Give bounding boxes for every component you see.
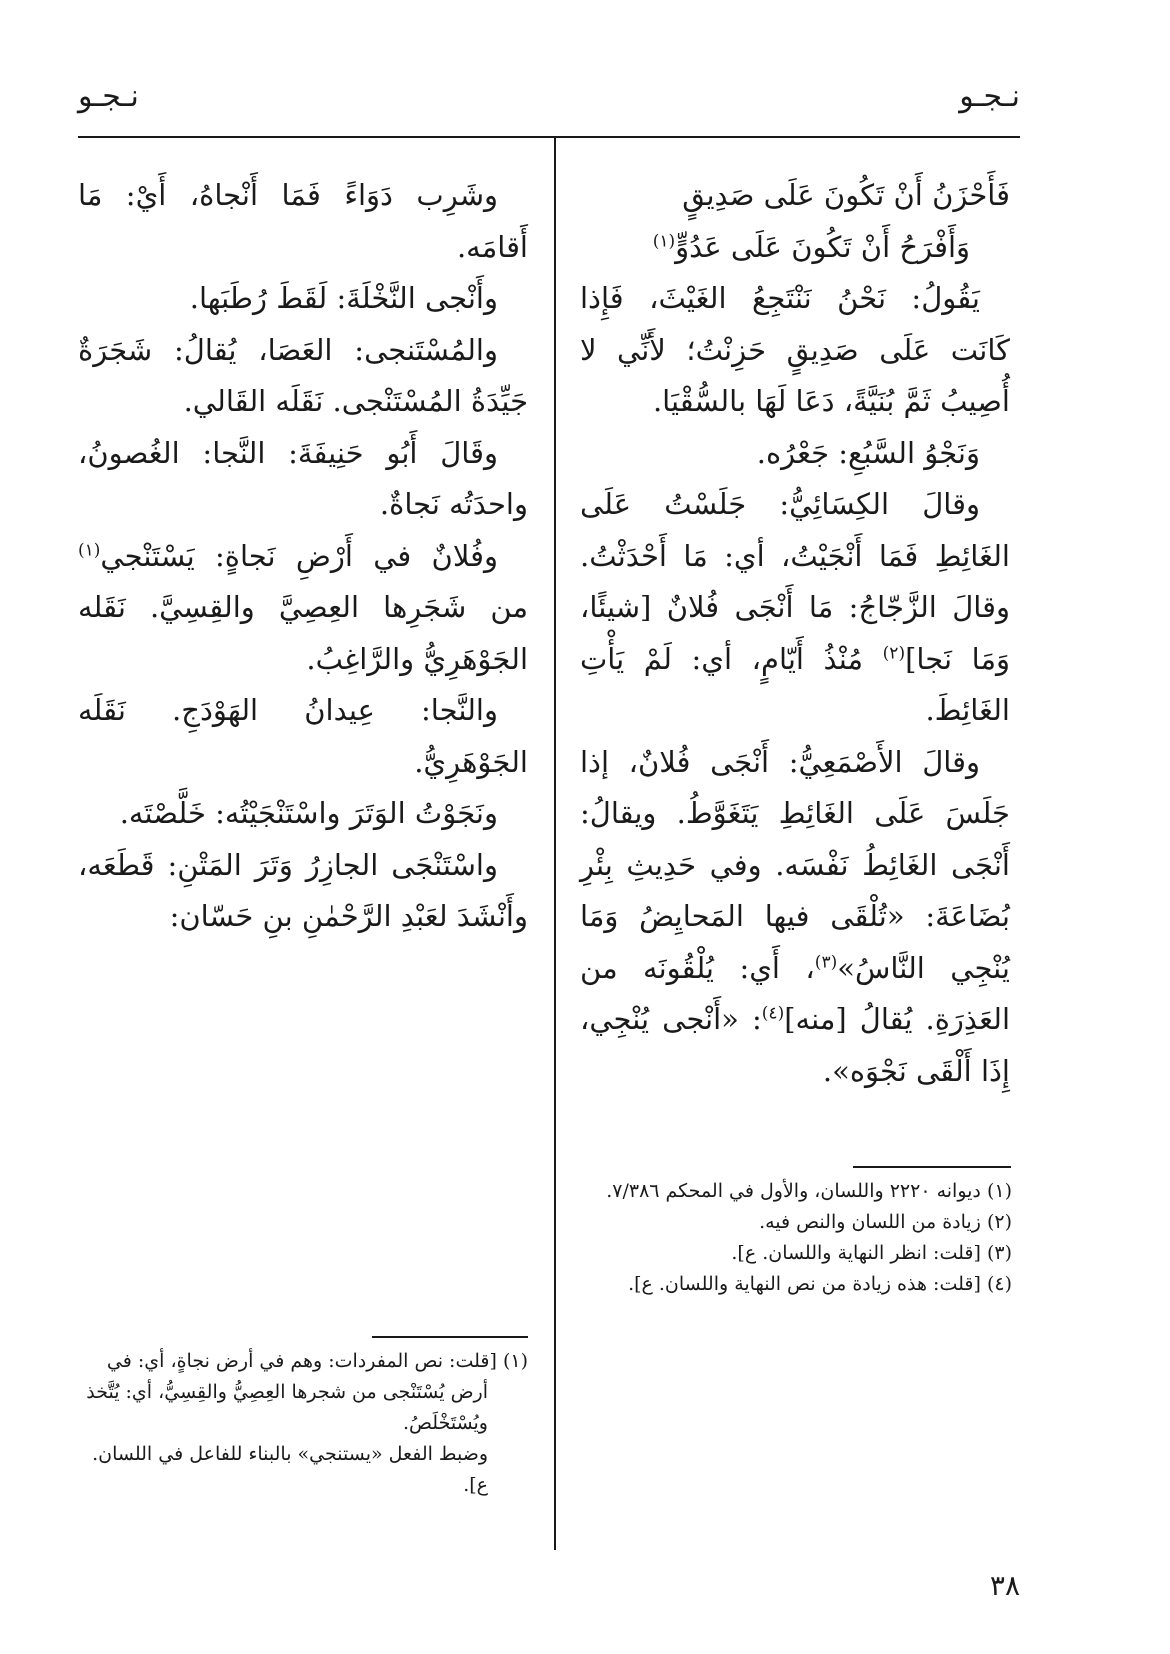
paragraph-text: ، أَي: يُلْقُونَه من العَذِرَةِ. يُقالُ [منه]	[580, 950, 1010, 1036]
footnote	[600, 1207, 1012, 1238]
footnote-ref: (٢)	[882, 642, 906, 663]
footnote-text: [قلت: انظر النهاية واللسان. ع].	[731, 1242, 981, 1264]
footnote-ref: (١)	[78, 539, 101, 560]
footnote	[600, 1176, 1012, 1207]
paragraph-text: وقالَ الأَصْمَعِيُّ: أَنْجَى فُلانٌ، إذا جَلَسَ عَلَى الغَائِطِ يَتَغَوَّطُ. ويقالُ: أَنْجَى الغَائِطُ نَفْسَه. وفي حَدِيثِ بِئْرِ بُضَاعَةَ: «تُلْقَى فيها المَحايِضُ وَمَا يُنْجِي النَّاسُ»	[580, 744, 1011, 985]
running-header-right: نـجـو	[959, 79, 1020, 114]
footnote-continuation: وضبط الفعل «يستنجي» بالبناء للفاعل في اللسان. ع].	[92, 1443, 488, 1496]
footnote-text: [قلت: نص المفردات: وهم في أرض نجاةٍ، أي: في أرض يُسْتَنْجى من شجرها العِصِيُّ والقِسِيُّ، أي: يُتَّخذ ويُسْتَخْلَصُ.	[86, 1350, 497, 1434]
column-divider	[554, 138, 556, 1550]
paragraph-text: مُنْذُ أَيّامٍ، أي: لَمْ يَأْتِ الغَائِطَ.	[580, 641, 1010, 727]
footnote-rule-right	[853, 1166, 1011, 1168]
verse-line-2-text: وَأَفْرَحُ أَنْ تَكُونَ عَلَى عَدُوٍّ	[675, 229, 970, 264]
footnote	[600, 1269, 1012, 1300]
paragraph-text: من شَجَرِها العِصِيَّ والقِسِيَّ. نَقَله الجَوْهَرِيُّ والرَّاغِبُ.	[78, 590, 528, 676]
paragraph: وقَالَ أَبُو حَنِيفَةَ: النَّجا: الغُصونُ، واحدَتُه نَجاةٌ.	[78, 435, 528, 521]
footnote-ref: (٤)	[761, 1003, 785, 1024]
paragraph: والنَّجا: عِيدانُ الهَوْدَجِ. نَقَلَه الجَوْهَرِيُّ.	[78, 693, 528, 779]
footnote-text: زيادة من اللسان والنص فيه.	[759, 1211, 981, 1233]
page-number: ٣٨	[989, 1569, 1020, 1602]
paragraph	[580, 479, 1010, 737]
footnote-rule-left	[372, 1336, 528, 1338]
footnote	[600, 1238, 1012, 1269]
right-column	[580, 170, 1010, 1097]
paragraph: والمُسْتَنجى: العَصَا، يُقالُ: شَجَرَةٌ جَيِّدَةُ المُسْتَنْجى. نَقَلَه القَالي.	[78, 332, 528, 418]
footnote-number: (١)	[502, 1350, 528, 1372]
footnote-number: (٤)	[986, 1273, 1012, 1295]
paragraph-text: وقالَ الكِسَائِيُّ: جَلَسْتُ عَلَى الغَائِطِ فَمَا أَنْجَيْتُ، أي: مَا أَحْدَثْتُ. وقالَ الزَّجّاجُ: مَا أَنْجَى فُلانٌ [شيئًا، وَمَا نَجا]	[580, 487, 1010, 676]
footnote-number: (٣)	[986, 1242, 1012, 1264]
paragraph: ونَجَوْتُ الوَتَرَ واسْتَنْجَيْتُه: خَلَّصْتَه.	[119, 796, 498, 830]
paragraph: وشَرِب دَوَاءً فَمَا أَنْجاهُ، أَيْ: مَا أَقامَه.	[78, 178, 528, 264]
paragraph	[580, 737, 1010, 1098]
verse-line-1: فَأَحْزَنُ أَنْ تَكُونَ عَلَى صَدِيقٍ	[682, 178, 1010, 212]
footnote-number: (٢)	[986, 1211, 1012, 1233]
footnote-text: ديوانه ٢٢٢٠ واللسان، والأول في المحكم ٧/٣٨٦.	[606, 1180, 981, 1202]
footnotes-right	[600, 1176, 1012, 1300]
paragraph-text: : «أَنْجى يُنْجِي، إِذَا أَلْقَى نَجْوَه».	[580, 1002, 1010, 1088]
footnote-ref: (١)	[652, 230, 676, 251]
paragraph: وأَنْجى النَّخْلَةَ: لَقَطَ رُطَبَها.	[189, 281, 498, 315]
header-rule	[78, 136, 1020, 138]
paragraph	[78, 531, 528, 686]
verse-line-2	[580, 222, 1010, 274]
paragraph: وَنَجْوُ السَّبُعِ: جَعْرُه.	[756, 435, 980, 470]
footnote-number: (١)	[986, 1180, 1012, 1202]
paragraph-text: وفُلانٌ في أَرْضِ نَجاةٍ: يَسْتَنْجي	[100, 538, 498, 573]
left-column	[78, 170, 528, 943]
paragraph: واسْتَنْجَى الجازِرُ وَتَرَ المَتْنِ: قَطَعَه، وأَنْشَدَ لعَبْدِ الرَّحْمٰنِ بنِ حَسّان:	[78, 847, 528, 933]
footnotes-left	[78, 1346, 528, 1501]
running-header-left: نـجـو	[78, 79, 139, 114]
footnote	[78, 1346, 528, 1439]
paragraph: يَقُولُ: نَحْنُ نَنْتَجِعُ الغَيْثَ، فَإِذا كَانَت عَلَى صَدِيقٍ حَزِنْتُ؛ لأَنِّي لا أُصِيبُ ثَمَّ بُنَيَّةً، دَعَا لَهَا بالسُّقْيَا.	[580, 281, 1010, 418]
footnote-text: [قلت: هذه زيادة من نص النهاية واللسان. ع].	[628, 1273, 981, 1295]
footnote-ref: (٣)	[814, 951, 838, 972]
